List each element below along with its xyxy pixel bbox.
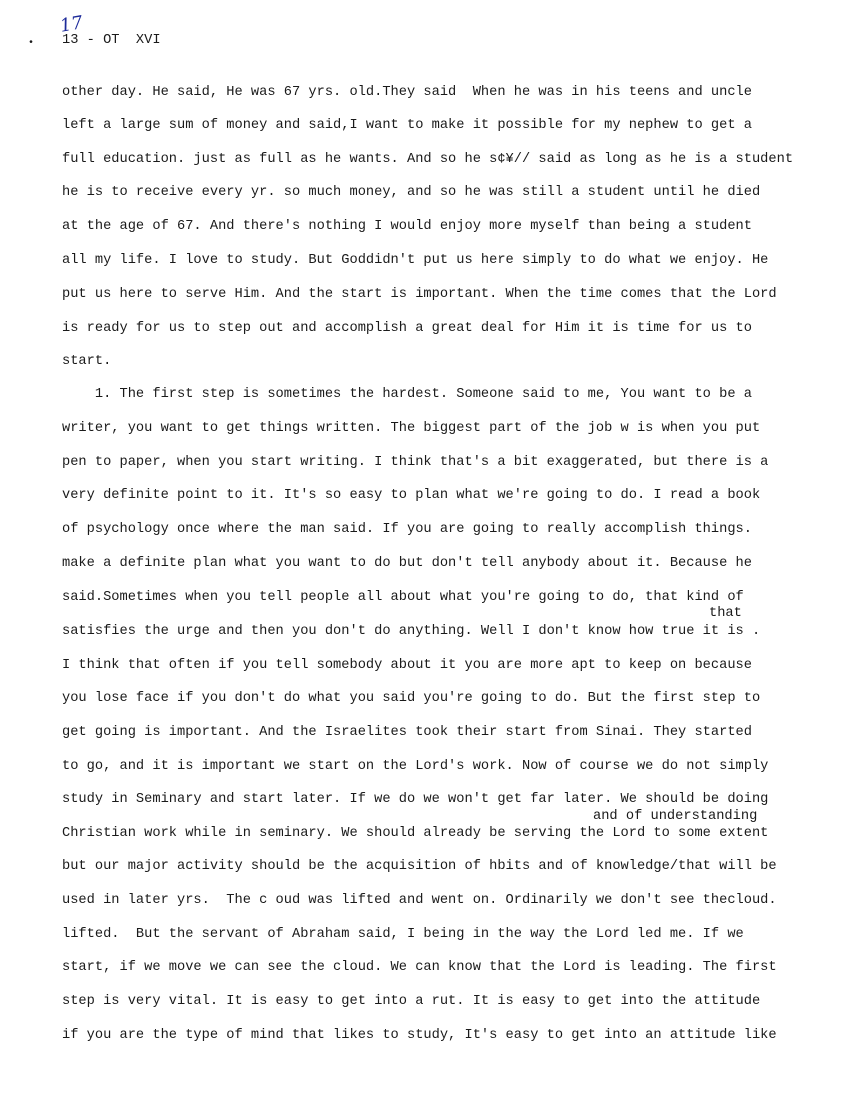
text-line: but our major activity should be the acquisition of hbits and of knowledge/that will be [62, 859, 777, 874]
text-line: left a large sum of money and said,I want to make it possible for my nephew to get a [62, 118, 752, 133]
text-line: used in later yrs. The c oud was lifted and went on. Ordinarily we don't see thecloud. [62, 893, 777, 908]
text-line: you lose face if you don't do what you said you're going to do. But the first step to [62, 691, 761, 706]
page-header: 13 - OT XVI [62, 33, 161, 48]
text-line: writer, you want to get things written. The biggest part of the job w is when you put [62, 421, 761, 436]
text-line: said.Sometimes when you tell people all about what you're going to do, that kind of [62, 590, 744, 605]
interlinear-insertion: that [709, 606, 742, 621]
text-line: lifted. But the servant of Abraham said, I being in the way the Lord led me. If we [62, 927, 744, 942]
text-line: 1. The first step is sometimes the hardest. Someone said to me, You want to be a [62, 387, 752, 402]
text-line: make a definite plan what you want to do but don't tell anybody about it. Because he [62, 556, 752, 571]
text-line: very definite point to it. It's so easy to plan what we're going to do. I read a book [62, 488, 761, 503]
handwritten-page-number: 17 [58, 12, 85, 37]
stray-mark: • [28, 38, 35, 49]
text-line: full education. just as full as he wants. And so he s¢¥// said as long as he is a student [62, 152, 794, 167]
text-line: of psychology once where the man said. If you are going to really accomplish things. [62, 522, 752, 537]
text-line: study in Seminary and start later. If we do we won't get far later. We should be doing [62, 792, 769, 807]
text-line: get going is important. And the Israelites took their start from Sinai. They started [62, 725, 752, 740]
text-line: satisfies the urge and then you don't do anything. Well I don't know how true it is . [62, 624, 761, 639]
text-line: start, if we move we can see the cloud. We can know that the Lord is leading. The first [62, 960, 777, 975]
text-line: pen to paper, when you start writing. I think that's a bit exaggerated, but there is a [62, 455, 769, 470]
text-line: he is to receive every yr. so much money, and so he was still a student until he died [62, 185, 761, 200]
text-line: all my life. I love to study. But Goddidn't put us here simply to do what we enjoy. He [62, 253, 769, 268]
text-line: at the age of 67. And there's nothing I would enjoy more myself than being a student [62, 219, 752, 234]
text-line: to go, and it is important we start on the Lord's work. Now of course we do not simply [62, 759, 769, 774]
text-line: start. [62, 354, 112, 369]
text-line: put us here to serve Him. And the start is important. When the time comes that the Lord [62, 287, 777, 302]
text-line: is ready for us to step out and accomplish a great deal for Him it is time for us to [62, 321, 752, 336]
text-line: if you are the type of mind that likes to study, It's easy to get into an attitude like [62, 1028, 777, 1043]
text-line: other day. He said, He was 67 yrs. old.They said When he was in his teens and uncle [62, 85, 752, 100]
text-line: I think that often if you tell somebody about it you are more apt to keep on because [62, 658, 752, 673]
text-line: step is very vital. It is easy to get into a rut. It is easy to get into the attitude [62, 994, 761, 1009]
interlinear-insertion: and of understanding [593, 809, 758, 824]
text-line: Christian work while in seminary. We should already be serving the Lord to some extent [62, 826, 769, 841]
